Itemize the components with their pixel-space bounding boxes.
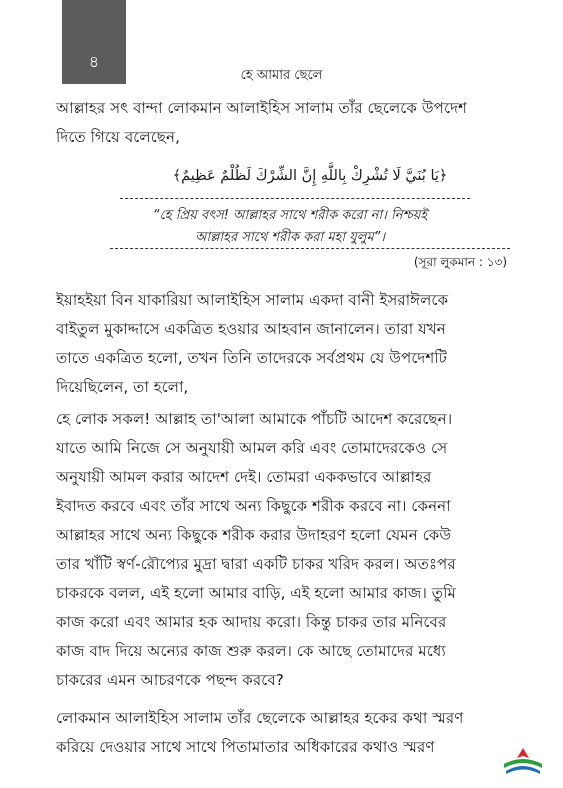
divider [120,198,470,199]
text-line: আল্লাহর সাথে শরীক করা মহা যুলুম”। [194,230,386,245]
translation-quote [130,205,450,249]
text-line: চাকরের এমন আচরণকে পছন্দ করবে? [56,671,284,689]
text-line: ইয়াহইয়া বিন যাকারিয়া আলাইহিস সালাম একদা বানী ইসরাঈলকে [56,291,449,309]
running-head: হে আমার ছেলে [240,68,323,83]
text-line: কাজ করো এবং আমার হক আদায় করো। কিন্তু চাকর তার মনিবের [56,613,447,631]
paragraph-3 [56,704,524,762]
arabic-verse: ﴿يَا بُنَيَّ لَا تُشْرِكْ بِاللَّهِ إِنَّ الشِّرْكَ لَظُلْمٌ عَظِيمٌ﴾ [172,168,448,184]
text-line: আল্লাহর সৎ বান্দা লোকমান আলাইহিস সালাম তাঁর ছেলেকে উপদেশ [56,99,468,117]
book-logo-icon [500,744,546,780]
text-line: বাইতুল মুকাদ্দাসে একত্রিত হওয়ার আহবান জানালেন। তারা যখন [56,320,446,338]
intro-paragraph [56,94,524,152]
text-line: ইবাদত করবে এবং তাঁর সাথে অন্য কিছুকে শরীক করবে না। কেননা [56,497,451,515]
text-line: চাকরকে বলল, এই হলো আমার বাড়ি, এই হলো আমার কাজ। তুমি [56,584,456,602]
paragraph-1 [56,286,524,402]
text-line: লোকমান আলাইহিস সালাম তাঁর ছেলেকে আল্লাহর হকের কথা স্মরণ [56,709,464,727]
text-line: করিয়ে দেওয়ার সাথে সাথে পিতামাতার অধিকারের কথাও স্মরণ [56,738,435,756]
paragraph-2 [56,405,524,695]
text-line: “হে প্রিয় বৎস! আল্লাহর সাথে শরীক করো না। নিশ্চয়ই [152,208,428,223]
divider [110,248,510,249]
verse-reference: (সূরা লুকমান : ১৩) [413,255,507,269]
text-line: কাজ বাদ দিয়ে অন্যের কাজ শুরু করল। কে আছে তোমাদের মধ্যে [56,642,446,660]
page-number: ৪ [88,52,100,71]
text-line: দিতে গিয়ে বলেছেন, [56,128,180,146]
text-line: আল্লাহর সাথে অন্য কিছুকে শরীক করার উদাহরণ হলো যেমন কেউ [56,526,452,544]
text-line: যাতে আমি নিজে সে অনুযায়ী আমল করি এবং তোমাদেরকেও সে [56,439,448,457]
text-line: অনুযায়ী আমল করার আদেশ দেই। তোমরা এককভাবে আল্লাহর [56,468,432,486]
text-line: তার খাঁটি স্বর্ণ-রৌপ্যের মুদ্রা দ্বারা একটি চাকর খরিদ করল। অতঃপর [56,555,456,573]
text-line: হে লোক সকল! আল্লাহ তা'আলা আমাকে পাঁচটি আদেশ করেছেন। [56,410,453,428]
text-line: তাতে একত্রিত হলো, তখন তিনি তাদেরকে সর্বপ্রথম যে উপদেশটি [56,349,448,367]
text-line: দিয়েছিলেন, তা হলো, [56,378,189,396]
